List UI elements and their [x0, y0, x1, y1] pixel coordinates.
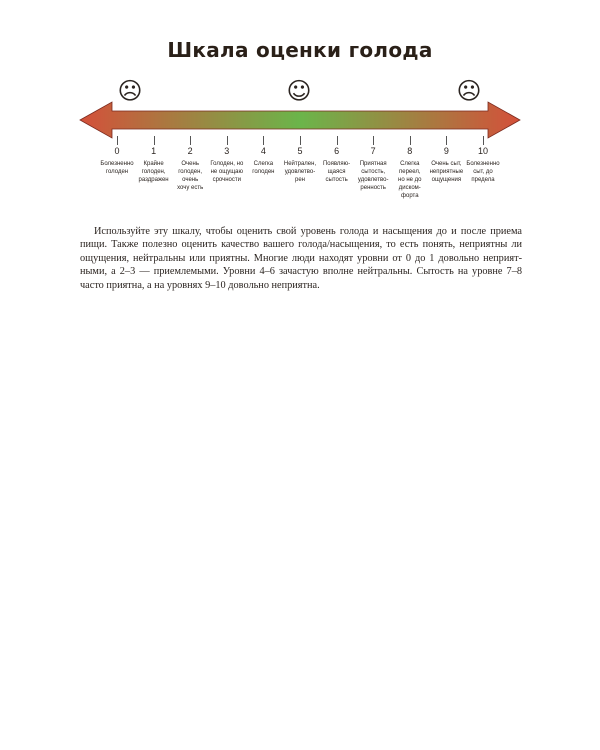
scale-number: 6: [334, 146, 340, 156]
scale-label: Нейтрален, удовлетво- рен: [283, 161, 317, 183]
scale-tick: [190, 136, 191, 145]
scale-label: Слегка переел, но не до диском- форта: [398, 161, 422, 199]
paragraph-line: Используйте эту шкалу, чтобы оценить свой уровень голода и насыщения до и после приема: [94, 226, 522, 237]
scale-label: Появляю- щаяся сытость: [322, 161, 351, 183]
scale-number: 3: [224, 146, 230, 156]
scale-number: 0: [114, 146, 120, 156]
happy-face-icon: ☺: [286, 77, 312, 105]
description-paragraph: [80, 225, 522, 292]
scale-tick: [410, 136, 411, 145]
scale-number: 10: [477, 146, 488, 156]
scale-label: Очень сыт, неприятные ощущения: [429, 161, 464, 183]
scale-number: 4: [260, 146, 266, 156]
scale-number: 9: [443, 146, 449, 156]
scale-tick: [483, 136, 484, 145]
scale-label: Очень голоден, очень хочу есть: [177, 161, 204, 191]
paragraph-line: ными, а 2–3 — приемлемыми. Уровни 4–6 зачастую вполне нейтральны. Сытость на уровне 7–8: [80, 266, 522, 278]
sad-face-icon: ☹: [117, 77, 143, 105]
scale-number: 7: [370, 146, 376, 156]
scale-tick: [263, 136, 264, 145]
scale-tick: [227, 136, 228, 145]
paragraph-line: часто приятна, а на уровнях 9–10 довольно неприятна.: [80, 279, 320, 291]
page-title: Шкала оценки голода: [167, 38, 433, 62]
scale-number: 2: [187, 146, 193, 156]
scale-label: Болезненно голоден: [100, 161, 134, 175]
scale-tick: [300, 136, 301, 145]
double-arrow: [80, 102, 520, 138]
scale-label: Слегка голоден: [252, 161, 275, 175]
scale-label: Приятная сытость, удовлетво- ренность: [357, 161, 389, 191]
scale-tick: [446, 136, 447, 145]
scale-tick: [337, 136, 338, 145]
scale-tick: [373, 136, 374, 145]
scale-label: Болезненно сыт, до предела: [466, 161, 500, 183]
scale-tick: [117, 136, 118, 145]
paragraph-line: пищи. Также полезно оценить качество вашего голода/насыщения, то есть понять, неприятны ли: [80, 239, 522, 251]
scale-number: 8: [407, 146, 413, 156]
paragraph-line: ощущения, нейтральны или приятны. Многие люди находят уровни от 0 до 1 довольно неприят-: [80, 252, 522, 264]
scale-label: Крайне голоден, раздражен: [138, 161, 169, 183]
sad-face-icon: ☹: [456, 77, 482, 105]
scale-label: Голоден, но не ощущаю срочности: [210, 161, 244, 183]
scale-number: 1: [151, 146, 157, 156]
scale-tick: [154, 136, 155, 145]
scale-number: 5: [297, 146, 303, 156]
